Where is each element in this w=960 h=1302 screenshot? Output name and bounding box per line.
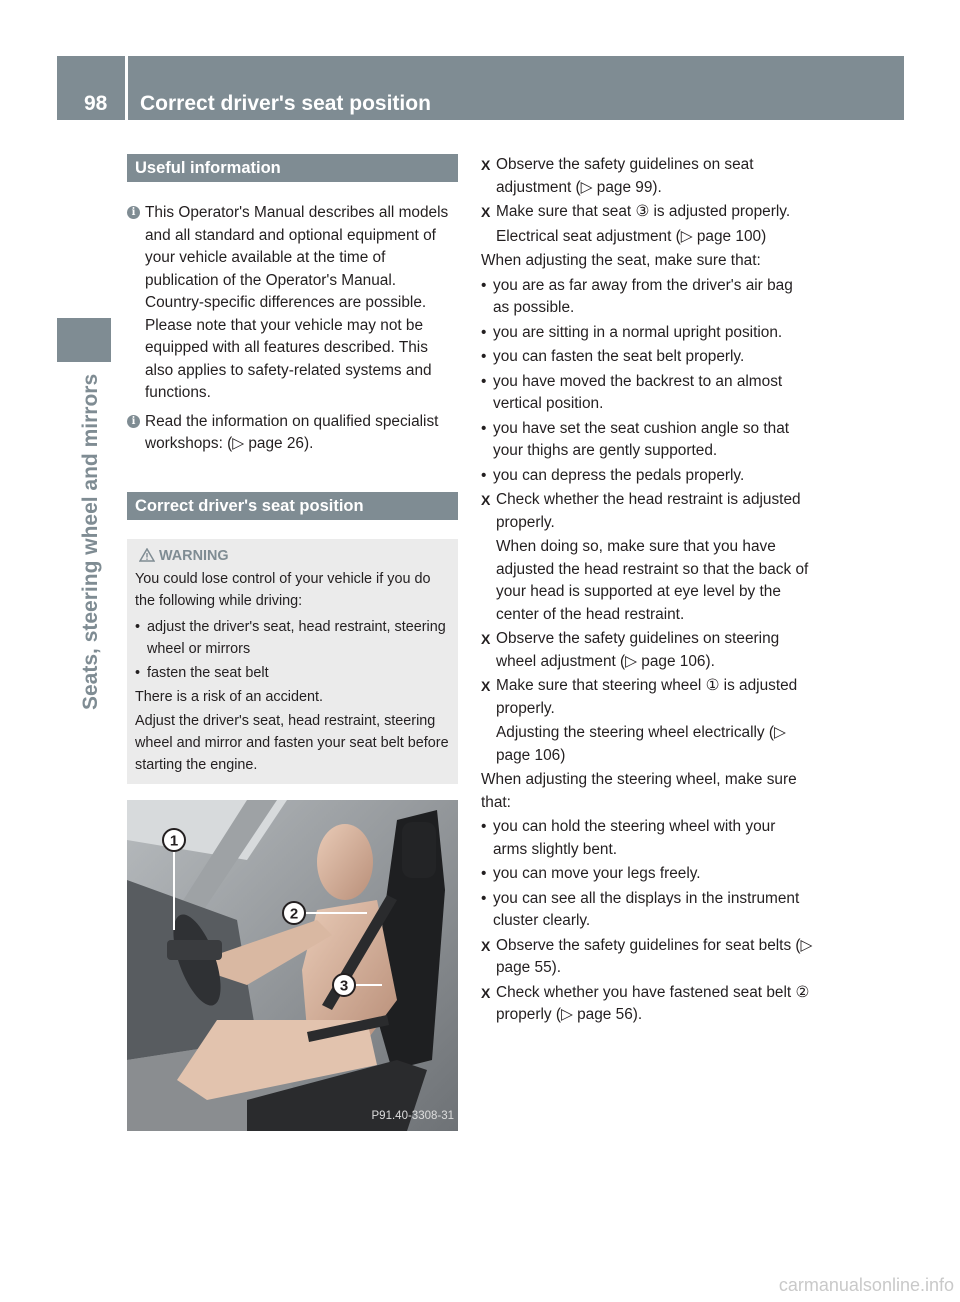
- callout-2: [283, 902, 305, 924]
- step-subtext: When doing so, make sure that you have adjusted the head restraint so that the back of your head is supported at eye level by the center of the head restraint.: [496, 538, 809, 623]
- figure-code: P91.40-3308-31: [371, 1110, 454, 1122]
- step-arrow-icon: X: [481, 492, 491, 508]
- seat-bullet: • you have set the seat cushion angle so that your thighs are gently supported.: [481, 418, 813, 463]
- left-column: [127, 154, 458, 1131]
- right-column: [481, 154, 813, 1027]
- warning-bullet: • adjust the driver's seat, head restraint, steering wheel or mirrors: [135, 616, 450, 660]
- warning-advice: Adjust the driver's seat, head restraint, steering wheel and mirror and fasten your seat belt before starting the engine.: [135, 712, 449, 773]
- seat-bullet: • you have moved the backrest to an almost vertical position.: [481, 371, 813, 416]
- step-arrow-icon: X: [481, 631, 491, 647]
- section-heading: Correct driver's seat position: [127, 492, 458, 520]
- info-paragraph-1: i This Operator's Manual describes all models and all standard and optional equipment of your vehicle available at the time of publication of the Operator's Manual. Country-specific differences are possible. Please note that your vehicle may not be equipped with all features described. This also applies to safety-related systems and functions.: [127, 202, 458, 405]
- driver-illustration: [127, 800, 458, 1131]
- instruction-step: X Observe the safety guidelines on seat adjustment (▷ page 99).: [481, 156, 754, 196]
- instruction-step: X Make sure that seat ③ is adjusted properly.: [481, 201, 813, 224]
- step-arrow-icon: X: [481, 937, 491, 954]
- wheel-bullet: • you can move your legs freely.: [481, 863, 813, 886]
- callout-3: [333, 974, 355, 996]
- svg-text:2: 2: [289, 905, 299, 922]
- seat-bullet: • you are sitting in a normal upright position.: [481, 322, 813, 345]
- step-arrow-icon: X: [481, 157, 491, 173]
- warning-heading: WARNING: [135, 545, 450, 567]
- wheel-bullet: • you can see all the displays in the instrument cluster clearly.: [481, 888, 813, 933]
- step-arrow-icon: X: [481, 678, 491, 694]
- seat-intro: When adjusting the seat, make sure that:: [481, 252, 761, 269]
- svg-text:1: 1: [169, 832, 179, 849]
- step-arrow-icon: X: [481, 204, 491, 220]
- warning-box: [127, 539, 458, 784]
- callout-1: [163, 829, 185, 851]
- warning-intro: You could lose control of your vehicle if you do the following while driving:: [135, 570, 431, 609]
- wheel-intro: When adjusting the steering wheel, make sure that:: [481, 771, 797, 811]
- step-subtext: Electrical seat adjustment (▷ page 100): [496, 227, 767, 245]
- header-divider: [125, 56, 128, 120]
- seat-bullet: • you can depress the pedals properly.: [481, 465, 813, 488]
- info-icon: i: [127, 415, 140, 428]
- step-arrow-icon: X: [481, 984, 491, 1001]
- warning-triangle-icon: [139, 548, 155, 562]
- page-number: 98: [84, 92, 108, 115]
- seat-bullet: • you can fasten the seat belt properly.: [481, 346, 813, 369]
- watermark: carmanualsonline.info: [778, 1275, 954, 1295]
- instruction-step: X Observe the safety guidelines on steering wheel adjustment (▷ page 106).: [481, 630, 780, 670]
- seat-bullet: • you are as far away from the driver's air bag as possible.: [481, 275, 813, 320]
- useful-info-heading: Useful information: [127, 154, 458, 182]
- instruction-step: X Make sure that steering wheel ① is adjusted properly.: [481, 677, 798, 717]
- page-title: Correct driver's seat position: [140, 92, 431, 115]
- step-subtext: Adjusting the steering wheel electrically (▷ page 106): [496, 724, 786, 764]
- warning-bullet: • fasten the seat belt: [135, 662, 450, 684]
- info-icon: i: [127, 206, 140, 219]
- instruction-step: X Check whether the head restraint is adjusted properly.: [481, 491, 801, 531]
- chapter-tab: [57, 318, 111, 362]
- info-paragraph-2: i Read the information on qualified specialist workshops: (▷ page 26).: [127, 411, 458, 456]
- svg-text:3: 3: [339, 977, 349, 994]
- instruction-step: X Observe the safety guidelines for seat belts (▷ page 55).: [481, 936, 813, 976]
- instruction-step: X Check whether you have fastened seat belt ② properly (▷ page 56).: [481, 983, 810, 1023]
- warning-risk: There is a risk of an accident.: [135, 688, 323, 705]
- wheel-bullet: • you can hold the steering wheel with your arms slightly bent.: [481, 816, 813, 861]
- driver-seat-photo: [127, 800, 458, 1131]
